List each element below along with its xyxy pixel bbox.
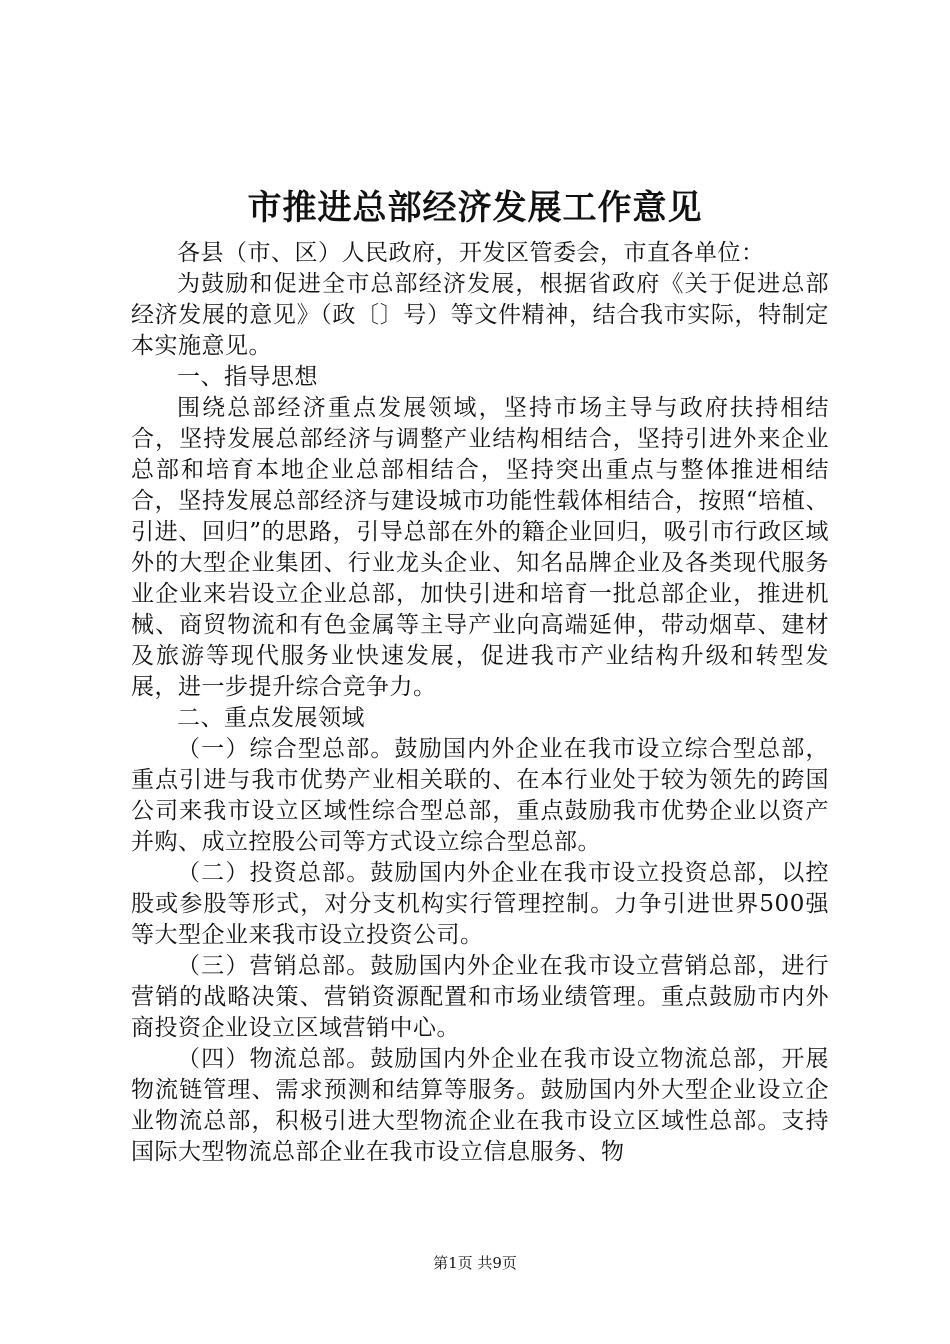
page-footer: 第1页 共9页 xyxy=(433,1254,517,1272)
key-area-investment-paragraph: （二）投资总部。鼓励国内外企业在我市设立投资总部，以控股或参股等形式，对分支机构实行管理控制。力争引进世界500强等大型企业来我市设立投资公司。 xyxy=(131,860,829,948)
guiding-thought-paragraph: 围绕总部经济重点发展领域，坚持市场主导与政府扶持相结合，坚持发展总部经济与调整产业结构相结合，坚持引进外来企业总部和培育本地企业总部相结合，坚持突出重点与整体推进相结合，坚持发展总部经济与建设城市功能性载体相结合，按照“培植、引进、回归”的思路，引导总部在外的籍企业回归，吸引市行政区域外的大型企业集团、行业龙头企业、知名品牌企业及各类现代服务业企业来岩设立企业总部，加快引进和培育一批总部企业，推进机械、商贸物流和有色金属等主导产业向高端延伸，带动烟草、建材及旅游等现代服务业快速发展，促进我市产业结构升级和转型发展，进一步提升综合竞争力。 xyxy=(131,395,829,700)
document-body xyxy=(131,238,829,1168)
key-area-marketing-paragraph: （三）营销总部。鼓励国内外企业在我市设立营销总部，进行营销的战略决策、营销资源配置和市场业绩管理。重点鼓励市内外商投资企业设立区域营销中心。 xyxy=(131,953,829,1041)
key-area-logistics-paragraph: （四）物流总部。鼓励国内外企业在我市设立物流总部，开展物流链管理、需求预测和结算等服务。鼓励国内外大型企业设立企业物流总部，积极引进大型物流企业在我市设立区域性总部。支持国际大型物流总部企业在我市设立信息服务、物 xyxy=(131,1046,829,1165)
document-title: 市推进总部经济发展工作意见 xyxy=(247,188,703,228)
intro-paragraph: 为鼓励和促进全市总部经济发展，根据省政府《关于促进总部经济发展的意见》（政〔〕号）等文件精神，结合我市实际，特制定本实施意见。 xyxy=(131,271,829,359)
section-heading-key-areas: 二、重点发展领域 xyxy=(177,705,365,731)
key-area-comprehensive-paragraph: （一）综合型总部。鼓励国内外企业在我市设立综合型总部，重点引进与我市优势产业相关联的、在本行业处于较为领先的跨国公司来我市设立区域性综合型总部，重点鼓励我市优势企业以资产并购、成立控股公司等方式设立综合型总部。 xyxy=(131,736,829,855)
section-heading-guiding-thought: 一、指导思想 xyxy=(177,364,318,390)
addressee-paragraph: 各县（市、区）人民政府，开发区管委会，市直各单位： xyxy=(177,240,765,266)
